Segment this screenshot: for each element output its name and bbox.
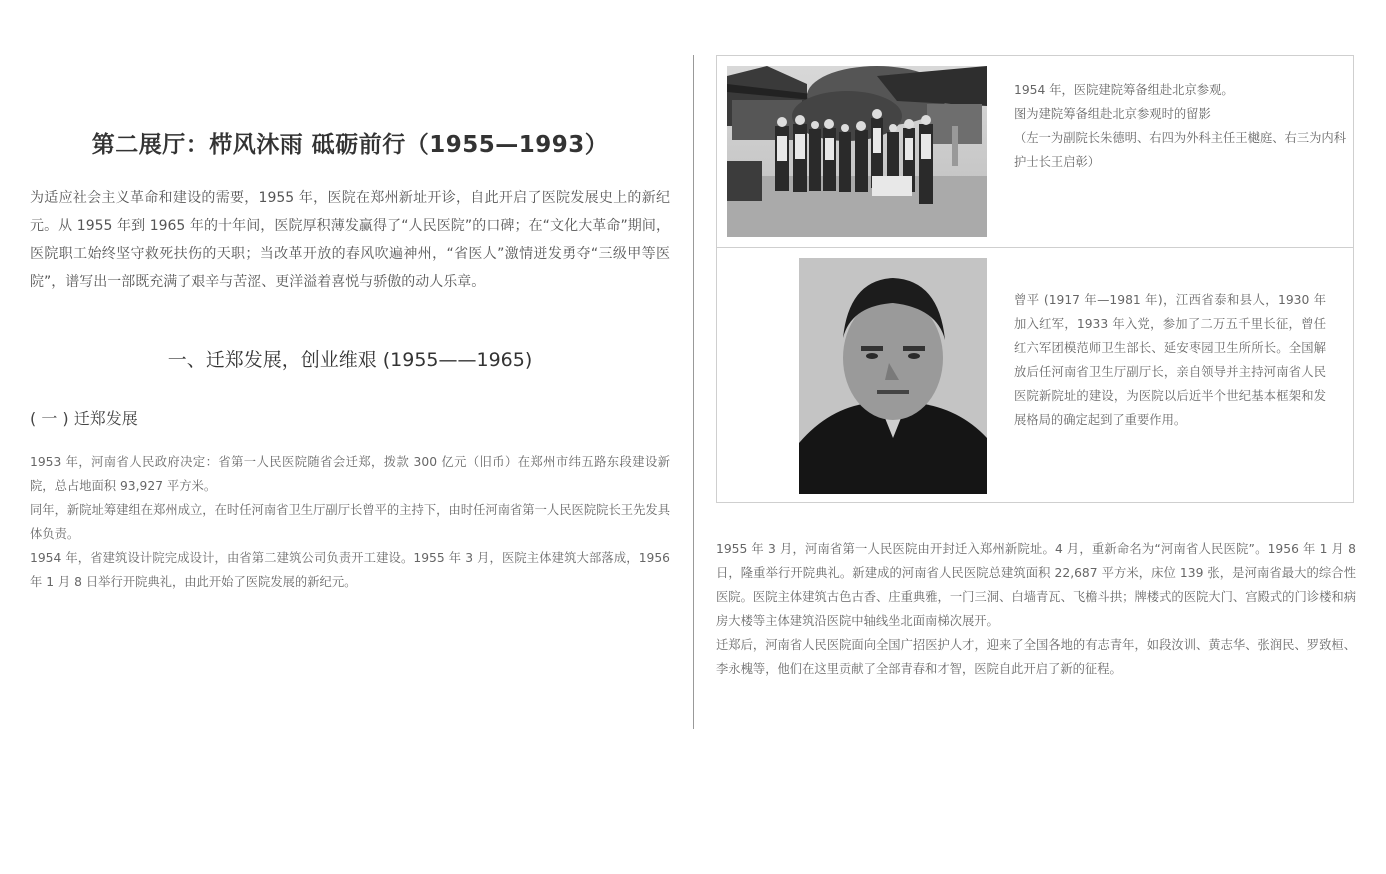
photo-panel [716,55,1354,503]
left-paragraphs [30,450,670,594]
photo-separator [717,247,1353,248]
caption-line: 图为建院筹备组赴北京参观时的留影 [1014,107,1211,121]
hall-title: 第二展厅：栉风沐雨 砥砺前行（1955—1993） [91,132,609,158]
caption-line: 护士长王启彰） [1014,155,1101,169]
section-title: 一、迁郑发展，创业维艰 (1955——1965) [167,349,533,371]
left-paragraph: 1954 年，省建筑设计院完成设计，由省第二建筑公司负责开工建设。1955 年 3 月，医院主体建筑大部落成，1956 年 1 月 8 日举行开院典礼，由此开始了医院发展的新纪元。 [30,551,670,589]
right-paragraph: 迁郑后，河南省人民医院面向全国广招医护人才，迎来了全国各地的有志青年，如段汝训、黄志华、张润民、罗致桓、李永槐等，他们在这里贡献了全部青春和才智，医院自此开启了新的征程。 [716,638,1356,676]
right-paragraphs [716,537,1356,681]
group-photo-caption [1014,78,1347,174]
left-paragraph: 1953 年，河南省人民政府决定：省第一人民医院随省会迁郑，拨款 300 亿元（旧币）在郑州市纬五路东段建设新院，总占地面积 93,927 平方米。 [30,455,670,493]
portrait-photo [799,258,987,494]
caption-line: 1954 年，医院建院筹备组赴北京参观。 [1014,83,1234,97]
intro-paragraph: 为适应社会主义革命和建设的需要，1955 年，医院在郑州新址开诊，自此开启了医院发展史上的新纪元。从 1955 年到 1965 年的十年间，医院厚积薄发赢得了“人民医院”的口碑；在“文化大革命”期间，医院职工始终坚守救死扶伤的天职；当改革开放的春风吹遍神州，“省医人”激情迸发勇夺“三级甲等医院”，谱写出一部既充满了艰辛与苦涩、更洋溢着喜悦与骄傲的动人乐章。 [30,190,670,290]
portrait-caption: 曾平 (1917 年—1981 年)，江西省泰和县人，1930 年加入红军，1933 年入党，参加了二万五千里长征，曾任红六军团模范师卫生部长、延安枣园卫生所所长。全国解放后任河南省卫生厅副厅长，亲自领导并主持河南省人民医院新院址的建设，为医院以后近半个世纪基本框架和发展格局的确定起到了重要作用。 [1014,293,1326,427]
caption-line: （左一为副院长朱德明、右四为外科主任王樾庭、右三为内科 [1014,131,1347,145]
group-photo [727,66,987,237]
column-divider [693,55,694,729]
left-paragraph: 同年，新院址筹建组在郑州成立，在时任河南省卫生厅副厅长曾平的主持下，由时任河南省第一人民医院院长王先发具体负责。 [30,503,670,541]
right-paragraph: 1955 年 3 月，河南省第一人民医院由开封迁入郑州新院址。4 月，重新命名为“河南省人民医院”。1956 年 1 月 8 日，隆重举行开院典礼。新建成的河南省人民医院总建筑面积 22,687 平方米，床位 139 张，是河南省最大的综合性医院。医院主体建筑古色古香、庄重典雅，一门三洞、白墙青瓦、飞檐斗拱；牌楼式的医院大门、宫殿式的门诊楼和病房大楼等主体建筑沿医院中轴线坐北面南梯次展开。 [716,542,1356,628]
subsection-title: ( 一 ) 迁郑发展 [30,409,138,428]
